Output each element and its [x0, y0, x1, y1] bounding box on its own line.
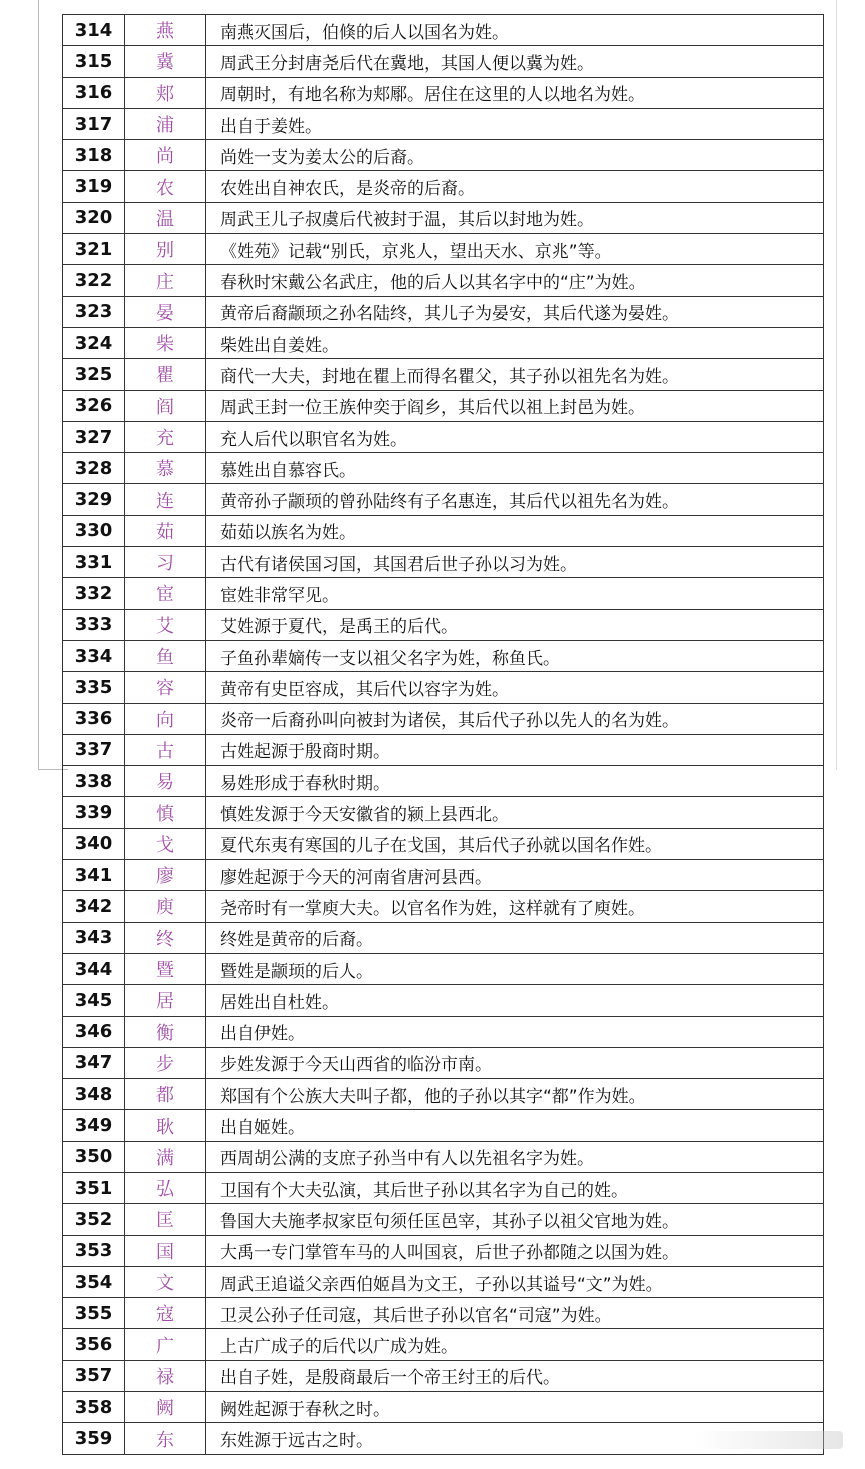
surname-origin-text: 上古广成子的后代以广成为姓。 — [206, 1329, 824, 1360]
row-number: 357 — [63, 1360, 125, 1391]
surname-character: 容 — [125, 672, 206, 703]
surname-origin-text: 周朝时，有地名称为郏鄏。居住在这里的人以地名为姓。 — [206, 77, 824, 108]
surname-origin-text: 卫灵公孙子任司寇，其后世子孙以官名“司寇”为姓。 — [206, 1298, 824, 1329]
surname-character: 农 — [125, 171, 206, 202]
surname-origin-text: 炎帝一后裔孙叫向被封为诸侯，其后代子孙以先人的名为姓。 — [206, 703, 824, 734]
table-row — [63, 202, 824, 233]
surname-character: 冀 — [125, 46, 206, 77]
surname-character: 阎 — [125, 390, 206, 421]
surname-character: 浦 — [125, 108, 206, 139]
surname-character: 艾 — [125, 609, 206, 640]
surname-origin-text: 春秋时宋戴公名武庄，他的后人以其名字中的“庄”为姓。 — [206, 265, 824, 296]
table-row — [63, 77, 824, 108]
surname-character: 阙 — [125, 1392, 206, 1423]
row-number: 322 — [63, 265, 125, 296]
row-number: 337 — [63, 734, 125, 765]
surname-origin-text: 暨姓是颛顼的后人。 — [206, 953, 824, 984]
surname-character: 习 — [125, 547, 206, 578]
surname-origin-text: 出自于姜姓。 — [206, 108, 824, 139]
surname-character: 步 — [125, 1047, 206, 1078]
surname-origin-text: 东姓源于远古之时。 — [206, 1423, 824, 1454]
surname-origin-text: 卫国有个大夫弘演，其后世子孙以其名字为自己的姓。 — [206, 1172, 824, 1203]
surname-character: 燕 — [125, 15, 206, 46]
row-number: 331 — [63, 547, 125, 578]
surname-character: 禄 — [125, 1360, 206, 1391]
surname-origin-text: 终姓是黄帝的后裔。 — [206, 922, 824, 953]
row-number: 342 — [63, 891, 125, 922]
row-number: 323 — [63, 296, 125, 327]
surname-origin-text: 黄帝有史臣容成，其后代以容字为姓。 — [206, 672, 824, 703]
row-number: 354 — [63, 1266, 125, 1297]
table-row — [63, 1172, 824, 1203]
table-row — [63, 390, 824, 421]
surname-character: 廖 — [125, 860, 206, 891]
table-row — [63, 171, 824, 202]
surname-character: 庄 — [125, 265, 206, 296]
surname-character: 暨 — [125, 953, 206, 984]
row-number: 356 — [63, 1329, 125, 1360]
surname-origin-text: 农姓出自神农氏，是炎帝的后裔。 — [206, 171, 824, 202]
table-row — [63, 1110, 824, 1141]
surname-character: 茹 — [125, 515, 206, 546]
surname-character: 连 — [125, 484, 206, 515]
row-number: 314 — [63, 15, 125, 46]
surname-character: 晏 — [125, 296, 206, 327]
table-row — [63, 985, 824, 1016]
surname-origin-text: 夏代东夷有寒国的儿子在戈国，其后代子孙就以国名作姓。 — [206, 828, 824, 859]
surname-origin-text: 充人后代以职官名为姓。 — [206, 421, 824, 452]
row-number: 355 — [63, 1298, 125, 1329]
row-number: 350 — [63, 1141, 125, 1172]
table-row — [63, 828, 824, 859]
surname-character: 国 — [125, 1235, 206, 1266]
surname-origin-text: 古姓起源于殷商时期。 — [206, 734, 824, 765]
row-number: 333 — [63, 609, 125, 640]
table-row — [63, 609, 824, 640]
surname-origin-text: 周武王儿子叔虞后代被封于温，其后以封地为姓。 — [206, 202, 824, 233]
surname-character: 匡 — [125, 1204, 206, 1235]
surname-origin-text: 出自子姓，是殷商最后一个帝王纣王的后代。 — [206, 1360, 824, 1391]
surname-character: 鱼 — [125, 640, 206, 671]
table-row — [63, 515, 824, 546]
surname-character: 郏 — [125, 77, 206, 108]
table-row — [63, 766, 824, 797]
table-row — [63, 922, 824, 953]
table-row — [63, 1016, 824, 1047]
surname-character: 居 — [125, 985, 206, 1016]
row-number: 328 — [63, 453, 125, 484]
surname-origin-text: 子鱼孙辈嫡传一支以祖父名字为姓，称鱼氏。 — [206, 640, 824, 671]
row-number: 332 — [63, 578, 125, 609]
surname-origin-text: 黄帝后裔颛顼之孙名陆终，其儿子为晏安，其后代遂为晏姓。 — [206, 296, 824, 327]
surname-character: 宦 — [125, 578, 206, 609]
surname-character: 温 — [125, 202, 206, 233]
row-number: 334 — [63, 640, 125, 671]
surname-origin-text: 《姓苑》记载“别氏，京兆人，望出天水、京兆”等。 — [206, 234, 824, 265]
surname-origin-text: 阙姓起源于春秋之时。 — [206, 1392, 824, 1423]
table-row — [63, 1141, 824, 1172]
surname-character: 寇 — [125, 1298, 206, 1329]
row-number: 327 — [63, 421, 125, 452]
surname-origin-text: 慕姓出自慕容氏。 — [206, 453, 824, 484]
row-number: 330 — [63, 515, 125, 546]
surname-character: 衡 — [125, 1016, 206, 1047]
table-row — [63, 484, 824, 515]
table-row — [63, 234, 824, 265]
surname-origin-text: 茹茹以族名为姓。 — [206, 515, 824, 546]
table-row — [63, 1360, 824, 1391]
right-frame-line — [836, 0, 837, 770]
surname-origin-text: 黄帝孙子颛顼的曾孙陆终有子名惠连，其后代以祖先名为姓。 — [206, 484, 824, 515]
row-number: 349 — [63, 1110, 125, 1141]
surname-character: 满 — [125, 1141, 206, 1172]
surname-character: 戈 — [125, 828, 206, 859]
row-number: 345 — [63, 985, 125, 1016]
surname-character: 弘 — [125, 1172, 206, 1203]
row-number: 335 — [63, 672, 125, 703]
row-number: 321 — [63, 234, 125, 265]
row-number: 317 — [63, 108, 125, 139]
surname-character: 古 — [125, 734, 206, 765]
surname-origin-text: 大禹一专门掌管车马的人叫国哀，后世子孙都随之以国为姓。 — [206, 1235, 824, 1266]
surname-origin-text: 尧帝时有一掌庾大夫。以官名作为姓，这样就有了庾姓。 — [206, 891, 824, 922]
row-number: 353 — [63, 1235, 125, 1266]
row-number: 340 — [63, 828, 125, 859]
table-row — [63, 891, 824, 922]
table-row — [63, 15, 824, 46]
surname-origin-text: 古代有诸侯国习国，其国君后世子孙以习为姓。 — [206, 547, 824, 578]
table-row — [63, 797, 824, 828]
surname-origin-text: 周武王追谥父亲西伯姬昌为文王，子孙以其谥号“文”为姓。 — [206, 1266, 824, 1297]
table-body — [63, 15, 824, 1455]
row-number: 325 — [63, 359, 125, 390]
table-row — [63, 1047, 824, 1078]
row-number: 359 — [63, 1423, 125, 1454]
table-row — [63, 1204, 824, 1235]
surname-character: 耿 — [125, 1110, 206, 1141]
row-number: 338 — [63, 766, 125, 797]
surname-origin-text: 南燕灭国后，伯倏的后人以国名为姓。 — [206, 15, 824, 46]
table-row — [63, 860, 824, 891]
row-number: 351 — [63, 1172, 125, 1203]
table-row — [63, 453, 824, 484]
table-row — [63, 359, 824, 390]
surname-origin-table — [62, 14, 824, 1455]
table-row — [63, 640, 824, 671]
surname-origin-text: 周武王分封唐尧后代在冀地，其国人便以冀为姓。 — [206, 46, 824, 77]
row-number: 344 — [63, 953, 125, 984]
row-number: 324 — [63, 327, 125, 358]
table-row — [63, 1235, 824, 1266]
surname-origin-text: 居姓出自杜姓。 — [206, 985, 824, 1016]
table-row — [63, 1266, 824, 1297]
table-row — [63, 46, 824, 77]
row-number: 326 — [63, 390, 125, 421]
surname-origin-text: 出自姬姓。 — [206, 1110, 824, 1141]
surname-character: 充 — [125, 421, 206, 452]
row-number: 315 — [63, 46, 125, 77]
surname-character: 东 — [125, 1423, 206, 1454]
surname-character: 易 — [125, 766, 206, 797]
surname-character: 文 — [125, 1266, 206, 1297]
table-row — [63, 547, 824, 578]
row-number: 336 — [63, 703, 125, 734]
table-row — [63, 1298, 824, 1329]
row-number: 318 — [63, 140, 125, 171]
table-row — [63, 327, 824, 358]
table-row — [63, 140, 824, 171]
surname-origin-text: 步姓发源于今天山西省的临汾市南。 — [206, 1047, 824, 1078]
table-row — [63, 1392, 824, 1423]
table-row — [63, 1329, 824, 1360]
table-row — [63, 672, 824, 703]
table-row — [63, 296, 824, 327]
table-row — [63, 703, 824, 734]
table-row — [63, 953, 824, 984]
row-number: 348 — [63, 1079, 125, 1110]
table-row — [63, 421, 824, 452]
surname-origin-text: 出自伊姓。 — [206, 1016, 824, 1047]
surname-character: 柴 — [125, 327, 206, 358]
surname-character: 庾 — [125, 891, 206, 922]
row-number: 343 — [63, 922, 125, 953]
surname-character: 向 — [125, 703, 206, 734]
watermark — [693, 1431, 843, 1449]
surname-character: 都 — [125, 1079, 206, 1110]
table-row — [63, 734, 824, 765]
row-number: 339 — [63, 797, 125, 828]
surname-character: 别 — [125, 234, 206, 265]
surname-origin-text: 鲁国大夫施孝叔家臣句须任匡邑宰，其孙子以祖父官地为姓。 — [206, 1204, 824, 1235]
row-number: 329 — [63, 484, 125, 515]
row-number: 316 — [63, 77, 125, 108]
left-frame-line — [38, 0, 39, 770]
table-row — [63, 1079, 824, 1110]
surname-origin-text: 宦姓非常罕见。 — [206, 578, 824, 609]
row-number: 320 — [63, 202, 125, 233]
surname-origin-text: 艾姓源于夏代，是禹王的后代。 — [206, 609, 824, 640]
surname-character: 瞿 — [125, 359, 206, 390]
row-number: 319 — [63, 171, 125, 202]
surname-origin-text: 郑国有个公族大夫叫子都，他的子孙以其字“都”作为姓。 — [206, 1079, 824, 1110]
row-number: 358 — [63, 1392, 125, 1423]
surname-character: 慎 — [125, 797, 206, 828]
surname-character: 终 — [125, 922, 206, 953]
table-row — [63, 578, 824, 609]
row-number: 341 — [63, 860, 125, 891]
surname-character: 尚 — [125, 140, 206, 171]
surname-origin-text: 西周胡公满的支庶子孙当中有人以先祖名字为姓。 — [206, 1141, 824, 1172]
surname-origin-text: 柴姓出自姜姓。 — [206, 327, 824, 358]
table-row — [63, 108, 824, 139]
surname-origin-text: 廖姓起源于今天的河南省唐河县西。 — [206, 860, 824, 891]
row-number: 352 — [63, 1204, 125, 1235]
row-number: 346 — [63, 1016, 125, 1047]
surname-character: 慕 — [125, 453, 206, 484]
row-number: 347 — [63, 1047, 125, 1078]
surname-origin-text: 易姓形成于春秋时期。 — [206, 766, 824, 797]
table-row — [63, 265, 824, 296]
surname-origin-text: 商代一大夫，封地在瞿上而得名瞿父，其子孙以祖先名为姓。 — [206, 359, 824, 390]
surname-origin-text: 周武王封一位王族仲奕于阎乡，其后代以祖上封邑为姓。 — [206, 390, 824, 421]
surname-character: 广 — [125, 1329, 206, 1360]
surname-origin-text: 尚姓一支为姜太公的后裔。 — [206, 140, 824, 171]
surname-origin-text: 慎姓发源于今天安徽省的颍上县西北。 — [206, 797, 824, 828]
